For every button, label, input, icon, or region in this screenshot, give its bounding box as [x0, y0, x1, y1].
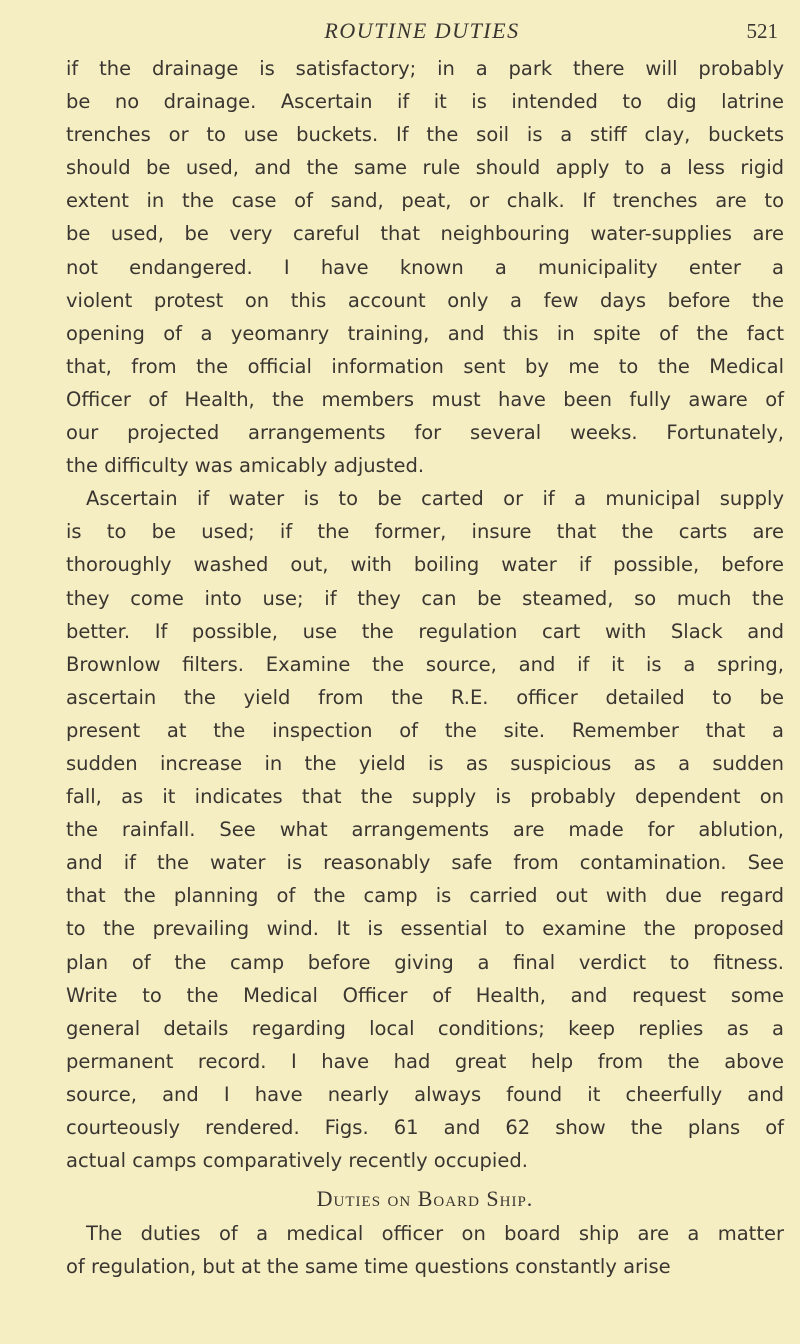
text-line: The duties of a medical officer on board ship are a matter [86, 1222, 784, 1246]
paragraph-drainage [66, 52, 784, 482]
text-line: of regulation, but at the same time questions constantly arise [66, 1255, 671, 1279]
text-line: to the prevailing wind. It is essential to examine the proposed [66, 917, 784, 941]
text-line: Write to the Medical Officer of Health, and request some [66, 983, 784, 1007]
text-line: our projected arrangements for several weeks. Fortunately, [66, 421, 784, 445]
text-line: if the drainage is satisfactory; in a park there will probably [66, 57, 784, 80]
text-line: Brownlow filters. Examine the source, and if it is a spring, [66, 652, 784, 676]
text-line: present at the inspection of the site. Remember that a [66, 718, 784, 742]
text-line: general details regarding local conditions; keep replies as a [66, 1016, 784, 1040]
text-line: be no drainage. Ascertain if it is intended to dig latrine [66, 90, 784, 114]
text-line: should be used, and the same rule should apply to a less rigid [66, 156, 784, 180]
text-line: actual camps comparatively recently occupied. [66, 1149, 528, 1173]
text-line: extent in the case of sand, peat, or chalk. If trenches are to [66, 189, 784, 213]
text-line: that, from the official information sent by me to the Medical [66, 354, 784, 378]
text-line: plan of the camp before giving a final verdict to fitness. [66, 950, 784, 974]
text-line: fall, as it indicates that the supply is probably dependent on [66, 785, 784, 809]
text-line: Ascertain if water is to be carted or if a municipal supply [86, 487, 784, 511]
text-line: ascertain the yield from the R.E. officer detailed to be [66, 685, 784, 709]
paragraph-water-supply [66, 482, 784, 1177]
text-line: violent protest on this account only a few days before the [66, 288, 784, 312]
text-line: Officer of Health, the members must have been fully aware of [66, 387, 784, 411]
text-line: sudden increase in the yield is as suspicious as a sudden [66, 751, 784, 775]
text-line: trenches or to use buckets. If the soil is a stiff clay, buckets [66, 123, 784, 147]
text-line: source, and I have nearly always found it cheerfully and [66, 1082, 784, 1106]
text-line: and if the water is reasonably safe from contamination. See [66, 851, 784, 875]
text-line: is to be used; if the former, insure that the carts are [66, 520, 784, 544]
text-line: courteously rendered. Figs. 61 and 62 show the plans of [66, 1116, 784, 1139]
text-line: permanent record. I have had great help from the above [66, 1049, 784, 1073]
text-line: the rainfall. See what arrangements are made for ablution, [66, 818, 784, 842]
text-line: better. If possible, use the regulation cart with Slack and [66, 619, 784, 643]
text-line: not endangered. I have known a municipality enter a [66, 255, 784, 279]
text-line: they come into use; if they can be steamed, so much the [66, 586, 784, 610]
page-number: 521 [746, 19, 778, 43]
paragraph-board-ship [66, 1217, 784, 1283]
body-text [66, 52, 784, 1283]
text-line: the difficulty was amicably adjusted. [66, 454, 425, 478]
text-line: thoroughly washed out, with boiling water if possible, before [66, 553, 784, 577]
text-line: that the planning of the camp is carried out with due regard [66, 884, 784, 908]
text-line: be used, be very careful that neighbouring water-supplies are [66, 222, 784, 246]
section-heading: Duties on Board Ship. [316, 1186, 534, 1212]
text-line: opening of a yeomanry training, and this in spite of the fact [66, 321, 784, 345]
running-head: ROUTINE DUTIES [324, 18, 520, 43]
page-header [66, 14, 778, 48]
